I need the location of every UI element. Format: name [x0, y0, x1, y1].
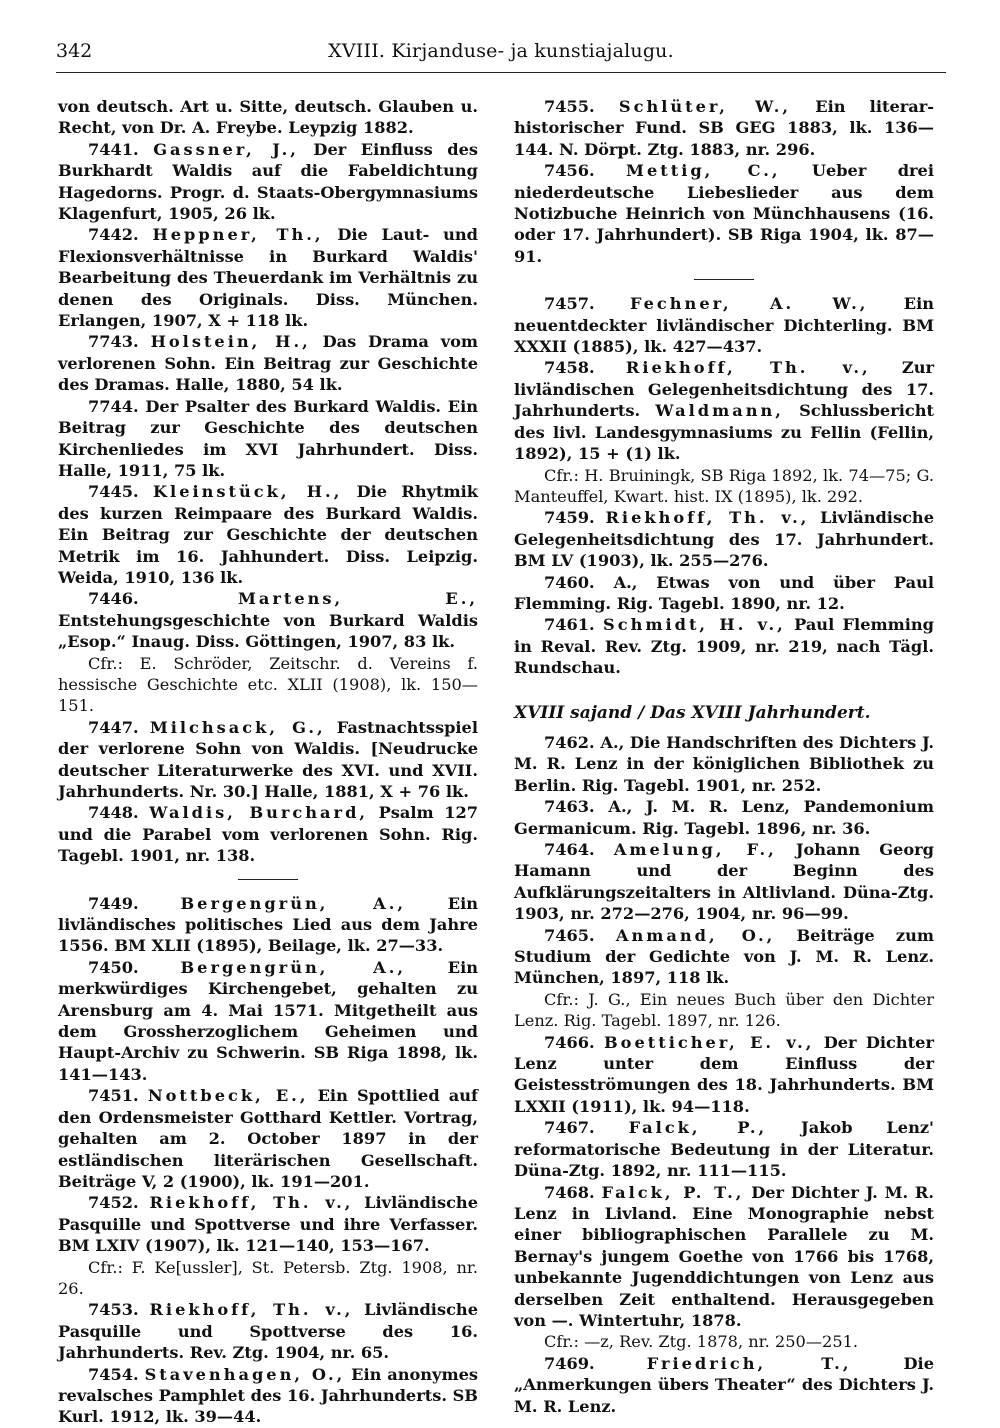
entry-7446: 7446. Martens, E., Entstehungsgeschichte von Burkard Waldis „Esop.“ Inaug. Diss. Göttingen, 1907, 83 lk. Cfr.: E. Schröder, Zeitschr. d. Vereins f. hessische Geschichte etc. XLII (1908), lk. 150—151. — [58, 589, 478, 716]
entry-7450: 7450. Bergengrün, A., Ein merkwürdiges Kirchengebet, gehalten zu Arensburg am 4. Mai 1571. Mitgetheilt aus dem Grossherzoglichem Geheimen und Haupt-Archiv zu Schwerin. SB Riga 1898, lk. 141—143. — [58, 957, 479, 1084]
entry-7743: 7743. Holstein, H., Das Drama vom verlorenen Sohn. Ein Beitrag zur Geschichte des Dramas. Halle, 1880, 54 lk. — [58, 332, 479, 395]
entry-7455: 7455. Schlüter, W., Ein literar-historischer Fund. SB GEG 1883, lk. 136—144. N. Dörpt. Ztg. 1883, nr. 296. — [514, 97, 935, 159]
entry-7468: 7468. Falck, P. T., Der Dichter J. M. R. Lenz in Livland. Eine Monographie nebst einer bibliographischen Parallele zu M. Bernay's jungem Goethe von 1766 bis 1768, unbekannte Jugenddichtungen von Lenz aus derselben Zeit enthaltend. Herausgegeben von —. Wintertuhr, 1878. Cfr.: —z, Rev. Ztg. 1878, nr. 250—251. — [514, 1182, 934, 1352]
entry-7449: 7449. Bergengrün, A., Ein livländisches politisches Lied aus dem Jahre 1556. BM XLII (1895), Beilage, lk. 27—33. — [58, 893, 479, 956]
separator-rule — [238, 879, 298, 880]
entry-7458-cfr: Cfr.: H. Bruiningk, SB Riga 1892, lk. 74—75; G. Manteuffel, Kwart. hist. IX (1895), lk. 292. — [514, 465, 934, 506]
entry-7466: 7466. Boetticher, E. v., Der Dichter Lenz unter dem Einfluss der Geistesströmungen des 18. Jahrhunderts. BM LXXII (1911), lk. 94—118. — [514, 1032, 934, 1116]
entry-7458: 7458. Riekhoff, Th. v., Zur livländischen Gelegenheitsdichtung des 17. Jahrhunderts. Waldmann, Schlussbericht des livl. Landesgymnasiums zu Fellin (Fellin, 1892), 15 + (1) lk. Cfr.: H. Bruiningk, SB Riga 1892, lk. 74—75; G. Manteuffel, Kwart. hist. IX (1895), lk. 292. — [514, 358, 935, 506]
entry-7456: 7456. Mettig, C., Ueber drei niederdeutsche Liebeslieder aus dem Notizbuche Heinrich von Münchhausens (16. oder 17. Jahrhundert). SB Riga 1904, lk. 87—91. — [514, 161, 935, 266]
entry-7454: 7454. Stavenhagen, O., Ein anonymes revalsches Pamphlet des 16. Jahrhunderts. SB Kurl. 1912, lk. 39—44. — [58, 1364, 478, 1427]
entry-7461: 7461. Schmidt, H. v., Paul Flemming in Reval. Rev. Ztg. 1909, nr. 219, nach Tägl. Rundschau. — [514, 615, 934, 678]
entry-7467: 7467. Falck, P., Jakob Lenz' reformatorische Bedeutung in der Literatur. Düna-Ztg. 1892, nr. 111—115. — [514, 1118, 934, 1181]
separator-rule — [694, 279, 754, 280]
entry-7460: 7460. A., Etwas von und über Paul Flemming. Rig. Tagebl. 1890, nr. 12. — [514, 572, 934, 613]
entry-7459: 7459. Riekhoff, Th. v., Livländische Gelegenheitsdichtung des 17. Jahrhundert. BM LV (1903), lk. 255—276. — [514, 508, 934, 571]
entry-7451: 7451. Nottbeck, E., Ein Spottlied auf den Ordensmeister Gotthard Kettler. Vortrag, gehalten am 2. October 1897 in der estländischen literärischen Gesellschaft. Beiträge V, 2 (1900), lk. 191—201. — [58, 1086, 479, 1191]
entry-7452: 7452. Riekhoff, Th. v., Livländische Pasquille und Spottverse und ihre Verfasser. BM LXIV (1907), lk. 121—140, 153—167. Cfr.: F. Ke[ussler], St. Petersb. Ztg. 1908, nr. 26. — [58, 1193, 478, 1298]
entry-7441: 7441. Gassner, J., Der Einfluss des Burkhardt Waldis auf die Fabeldichtung Hagedorns. Progr. d. Staats-Obergymnasiums Klagenfurt, 1905, 26 lk. — [58, 139, 478, 224]
entry-7462: 7462. A., Die Handschriften des Dichters J. M. R. Lenz in der königlichen Bibliothek zu Berlin. Rig. Tagebl. 1901, nr. 252. — [514, 732, 934, 795]
entry-7452-cfr: Cfr.: F. Ke[ussler], St. Petersb. Ztg. 1908, nr. 26. — [58, 1257, 478, 1298]
entry-7453: 7453. Riekhoff, Th. v., Livländische Pasquille und Spottverse des 16. Jahrhunderts. Rev. Ztg. 1904, nr. 65. — [58, 1300, 478, 1363]
entry-7464: 7464. Amelung, F., Johann Georg Hamann und der Beginn des Aufklärungszeitalters in Altlivland. Düna-Ztg. 1903, nr. 272—276, 1904, nr. 96—99. — [514, 840, 934, 924]
entry-7448: 7448. Waldis, Burchard, Psalm 127 und die Parabel vom verlorenen Sohn. Rig. Tagebl. 1901, nr. 138. — [58, 803, 478, 866]
entry-7469: 7469. Friedrich, T., Die „Anmerkungen übers Theater“ des Dichters J. M. R. Lenz. — [514, 1353, 935, 1416]
left-column — [58, 96, 478, 1428]
right-column — [514, 96, 934, 1417]
entry-continuation: von deutsch. Art u. Sitte, deutsch. Glauben u. Recht, von Dr. A. Freybe. Leypzig 1882. — [58, 97, 478, 138]
entry-7463: 7463. A., J. M. R. Lenz, Pandemonium Germanicum. Rig. Tagebl. 1896, nr. 36. — [514, 797, 934, 838]
entry-7465-cfr: Cfr.: J. G., Ein neues Buch über den Dichter Lenz. Rig. Tagebl. 1897, nr. 126. — [514, 989, 934, 1031]
section-heading: XVIII sajand / Das XVIII Jahrhundert. — [514, 702, 871, 723]
running-title: XVIII. Kirjanduse- ja kunstiajalugu. — [328, 40, 674, 62]
entry-7744: 7744. Der Psalter des Burkard Waldis. Ein Beitrag zur Geschichte des deutschen Kirchenliedes im XVI Jahrhundert. Diss. Halle, 1911, 75 lk. — [58, 396, 479, 480]
entry-7442: 7442. Heppner, Th., Die Laut- und Flexionsverhältnisse in Burkard Waldis' Bearbeitung des Theuerdank im Verhältnis zu denen des Originals. Diss. München. Erlangen, 1907, X + 118 lk. — [58, 225, 478, 331]
entry-7468-cfr: Cfr.: —z, Rev. Ztg. 1878, nr. 250—251. — [544, 1332, 859, 1352]
page-header — [56, 38, 946, 73]
page-number: 342 — [56, 40, 93, 62]
entry-7446-cfr: Cfr.: E. Schröder, Zeitschr. d. Vereins f. hessische Geschichte etc. XLII (1908), lk. 150—151. — [58, 653, 478, 716]
entry-7445: 7445. Kleinstück, H., Die Rhytmik des kurzen Reimpaare des Burkard Waldis. Ein Beitrag zur Geschichte der deutschen Metrik im 16. Jahhundert. Diss. Leipzig. Weida, 1910, 136 lk. — [58, 482, 478, 587]
entry-7457: 7457. Fechner, A. W., Ein neuentdeckter livländischer Dichterling. BM XXXII (1885), lk. 427—437. — [514, 294, 934, 357]
entry-7465: 7465. Anmand, O., Beiträge zum Studium der Gedichte von J. M. R. Lenz. München, 1897, 118 lk. Cfr.: J. G., Ein neues Buch über den Dichter Lenz. Rig. Tagebl. 1897, nr. 126. — [514, 925, 934, 1031]
entry-7447: 7447. Milchsack, G., Fastnachtsspiel der verlorene Sohn von Waldis. [Neudrucke deutscher Literaturwerke des XVI. und XVII. Jahrhunderts. Nr. 30.] Halle, 1881, X + 76 lk. — [58, 717, 478, 801]
